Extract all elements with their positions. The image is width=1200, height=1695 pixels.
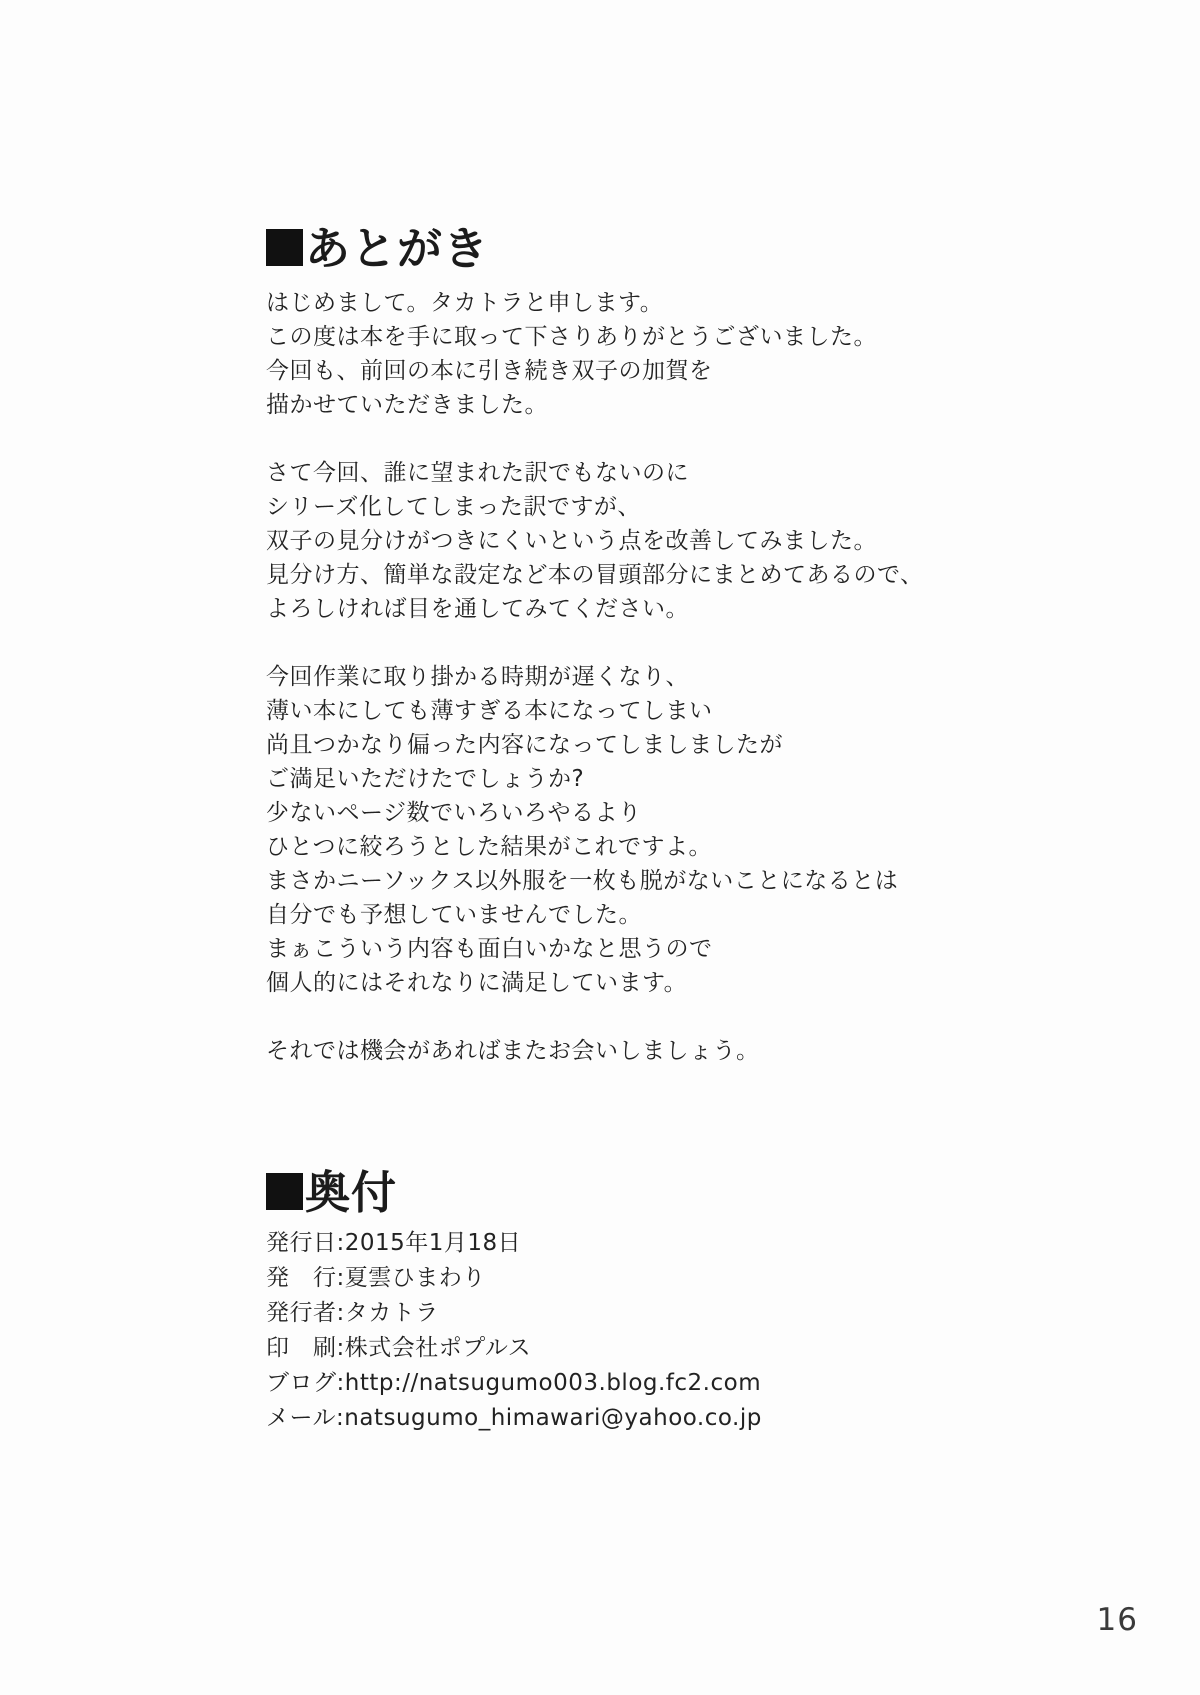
text-line: よろしければ目を通してみてください。 — [266, 596, 689, 622]
text-line: 双子の見分けがつきにくいという点を改善してみました。 — [266, 528, 877, 554]
page-number: 16 — [1096, 1602, 1138, 1638]
colophon-heading — [266, 1166, 1086, 1219]
text-line: 自分でも予想していませんでした。 — [266, 902, 642, 928]
afterword-paragraph-2 — [266, 456, 1086, 626]
colophon-email: メール:natsugumo_himawari@yahoo.co.jp — [266, 1405, 762, 1431]
black-square-marker-icon — [266, 1173, 303, 1210]
afterword-paragraph-3 — [266, 660, 1086, 1000]
colophon-section — [266, 1166, 1086, 1436]
colophon-author: 発行者:タカトラ — [266, 1300, 439, 1326]
afterword-paragraph-1 — [266, 286, 1086, 422]
text-line: ひとつに絞ろうとした結果がこれですよ。 — [266, 834, 713, 860]
text-line: それでは機会があればまたお会いしましょう。 — [266, 1038, 760, 1064]
text-line: 今回作業に取り掛かる時期が遅くなり、 — [266, 664, 689, 690]
text-line: 描かせていただきました。 — [266, 392, 548, 418]
text-line: 今回も、前回の本に引き続き双子の加賀を — [266, 358, 713, 384]
colophon-heading-text: 奥付 — [305, 1166, 398, 1219]
text-line: 尚且つかなり偏った内容になってしましましたが — [266, 732, 783, 758]
text-line: さて今回、誰に望まれた訳でもないのに — [266, 460, 689, 486]
black-square-marker-icon — [266, 229, 303, 266]
afterword-paragraph-4 — [266, 1034, 1086, 1068]
colophon-blog-url: ブログ:http://natsugumo003.blog.fc2.com — [266, 1370, 762, 1396]
colophon-entries — [266, 1226, 1086, 1436]
text-line: はじめまして。タカトラと申します。 — [266, 290, 664, 316]
text-line: シリーズ化してしまった訳ですが、 — [266, 494, 641, 520]
text-line: まさかニーソックス以外服を一枚も脱がないことになるとは — [266, 868, 899, 894]
afterword-heading — [266, 222, 1086, 275]
afterword-heading-text: あとがき — [305, 222, 490, 275]
text-line: 少ないページ数でいろいろやるより — [266, 800, 642, 826]
text-line: 見分け方、簡単な設定など本の冒頭部分にまとめてあるので、 — [266, 562, 924, 588]
page-content — [266, 0, 1086, 1436]
colophon-printer: 印 刷:株式会社ポプルス — [266, 1335, 532, 1361]
afterword-section — [266, 222, 1086, 1068]
text-line: 個人的にはそれなりに満足しています。 — [266, 970, 688, 996]
text-line: まぁこういう内容も面白いかなと思うので — [266, 936, 713, 962]
text-line: 薄い本にしても薄すぎる本になってしまい — [266, 698, 713, 724]
text-line: この度は本を手に取って下さりありがとうございました。 — [266, 324, 877, 350]
colophon-circle-name: 発 行:夏雲ひまわり — [266, 1265, 486, 1291]
colophon-publish-date: 発行日:2015年1月18日 — [266, 1230, 522, 1256]
text-line: ご満足いただけたでしょうか? — [266, 766, 585, 792]
